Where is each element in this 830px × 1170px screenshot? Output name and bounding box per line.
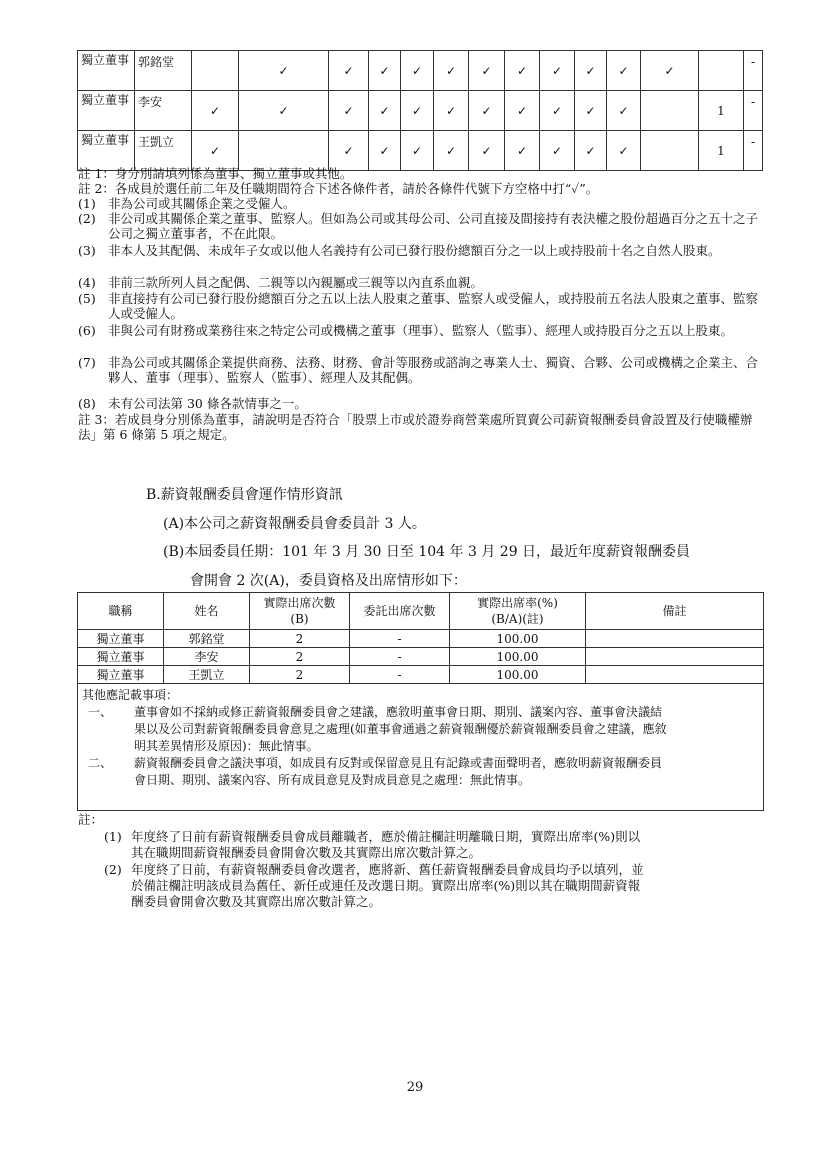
check-cell: ✓ [369,91,401,131]
condition-text: 非本人及其配偶、未成年子女或以他人名義持有公司已發行股份總額百分之一以上或持股前十名之自然人股東。 [108,243,721,258]
board-independence-table [77,50,763,171]
concurrent-count: 1 [699,91,744,131]
section-heading: B.薪資報酬委員會運作情形資訊 [146,487,343,503]
check-cell: ✓ [239,51,329,91]
attendance-row [78,648,764,666]
check-cell: ✓ [505,131,540,171]
check-cell: ✓ [434,131,469,171]
condition-mark: (7) [78,355,96,370]
condition-text: 未有公司法第 30 條各款情事之一。 [108,396,307,411]
check-cell: ✓ [192,91,239,131]
check-cell [239,131,329,171]
board-role: 獨立董事 [78,131,135,171]
check-cell: ✓ [575,51,607,91]
attendance-name: 郭銘堂 [164,630,250,648]
attendance-header-row [78,593,764,630]
page-number: 29 [406,1080,424,1095]
other-matter-line: 明其差異情形及原因)：無此情事。 [134,739,319,753]
condition-text: 非為公司或其關係企業之受僱人。 [108,196,296,211]
condition-text: 非前三款所列人員之配偶、二親等以內親屬或三親等以內直系血親。 [108,275,484,290]
attendance-rate: 100.00 [450,648,586,666]
header-name: 姓名 [164,593,250,630]
note-line: 酬委員會開會次數及其實際出席次數計算之。 [131,894,382,909]
attendance-table [77,592,764,811]
other-matters-heading: 其他應記載事項： [82,688,179,702]
check-cell: ✓ [607,51,641,91]
remark-cell: - [744,51,763,91]
header-remark: 備註 [586,593,764,630]
header-actual: 實際出席次數 (B) [250,593,350,630]
check-cell: ✓ [329,131,369,171]
condition-text: 非與公司有財務或業務往來之特定公司或機構之董事（理事）、監察人（監事）、經理人或持股百分之五以上股東。 [108,323,734,338]
board-name: 王凱立 [135,131,192,171]
other-matter-line: 果以及公司對薪資報酬委員會意見之處理(如董事會通過之薪資報酬優於薪資報酬委員會之建議，應敘 [134,722,667,736]
section-a-text: (A)本公司之薪資報酬委員會委員計 3 人。 [163,516,426,532]
other-matter-line: 薪資報酬委員會之議決事項，如成員有反對或保留意見且有記錄或書面聲明者，應敘明薪資報酬委員 [134,756,663,770]
note-2: 註 2：各成員於選任前二年及任職期間符合下述各條件者，請於各條件代號下方空格中打“✓”。 [78,181,599,196]
other-matters-cell [78,684,764,811]
board-name: 李安 [135,91,192,131]
attendance-title: 獨立董事 [78,630,164,648]
check-cell: ✓ [575,131,607,171]
condition-mark: (2) [78,211,96,226]
section-b-text-line2: 會開會 2 次(A)，委員資格及出席情形如下： [190,573,467,589]
note-mark: (1) [104,829,122,844]
note-line: 其在職期間薪資報酬委員會開會次數及其實際出席次數計算之。 [131,845,482,860]
notes-heading: 註： [78,812,104,827]
condition-text: 非直接持有公司已發行股份總額百分之五以上法人股東之董事、監察人或受僱人，或持股前五名法人股東之董事、監察人或受僱人。 [108,291,759,321]
attendance-proxy: - [350,666,450,684]
check-cell [192,51,239,91]
check-cell: ✓ [540,131,575,171]
board-role: 獨立董事 [78,51,135,91]
note-1: 註 1：身分別請填列係為董事、獨立董事或其他。 [78,166,353,181]
attendance-name: 王凱立 [164,666,250,684]
condition-mark: (1) [78,196,96,211]
attendance-rate: 100.00 [450,666,586,684]
check-cell: ✓ [505,51,540,91]
check-cell: ✓ [239,91,329,131]
board-role: 獨立董事 [78,91,135,131]
note-3: 註 3：若成員身分別係為董事，請說明是否符合「股票上市或於證券商營業處所買賣公司薪資報酬委員會設置及行使職權辦法」第 6 條第 5 項之規定。 [78,412,753,442]
condition-text: 非公司或其關係企業之董事、監察人。但如為公司或其母公司、公司直接及間接持有表決權之股份超過百分之五十之子公司之獨立董事者，不在此限。 [108,211,759,241]
check-cell: ✓ [575,91,607,131]
attendance-actual: 2 [250,666,350,684]
note-line: 於備註欄註明該成員為舊任、新任或連任及改選日期。實際出席率(%)則以其在職期間薪資報 [131,878,641,893]
check-cell: ✓ [469,91,505,131]
concurrent-count [699,51,744,91]
check-cell: ✓ [192,131,239,171]
attendance-actual: 2 [250,630,350,648]
other-matter-item [82,704,759,755]
check-cell: ✓ [505,91,540,131]
attendance-name: 李安 [164,648,250,666]
condition-mark: (8) [78,396,96,411]
section-b-text-line1: (B)本屆委員任期：101 年 3 月 30 日至 104 年 3 月 29 日，最近年度薪資報酬委員 [163,544,691,560]
attendance-title: 獨立董事 [78,666,164,684]
condition-mark: (3) [78,243,96,258]
attendance-actual: 2 [250,648,350,666]
attendance-proxy: - [350,630,450,648]
header-title: 職稱 [78,593,164,630]
attendance-title: 獨立董事 [78,648,164,666]
check-cell: ✓ [401,131,434,171]
note-mark: (2) [104,862,122,877]
check-cell: ✓ [329,51,369,91]
other-matter-item [82,755,759,789]
board-row [78,91,763,131]
attendance-remark [586,630,764,648]
condition-mark: (5) [78,291,96,306]
header-rate: 實際出席率(%) (B/A)(註) [450,593,586,630]
condition-mark: (4) [78,275,96,290]
attendance-row [78,666,764,684]
check-cell: ✓ [540,91,575,131]
check-cell: ✓ [641,51,699,91]
check-cell: ✓ [469,131,505,171]
header-proxy: 委託出席次數 [350,593,450,630]
note-line: 年度終了日前，有薪資報酬委員會改選者，應將新、舊任薪資報酬委員會成員均予以填列，並 [131,862,644,877]
attendance-rate: 100.00 [450,630,586,648]
other-matters-row [78,684,764,811]
board-row [78,131,763,171]
check-cell: ✓ [607,131,641,171]
condition-text: 非為公司或其關係企業提供商務、法務、財務、會計等服務或諮詢之專業人士、獨資、合夥、公司或機構之企業主、合夥人、董事（理事）、監察人（監事）、經理人及其配偶。 [108,355,759,385]
remark-cell: - [744,131,763,171]
board-row [78,51,763,91]
check-cell: ✓ [369,131,401,171]
condition-mark: (6) [78,323,96,338]
other-matter-line: 董事會如不採納或修正薪資報酬委員會之建議，應敘明董事會日期、期別、議案內容、董事會決議結 [134,705,663,719]
attendance-remark [586,666,764,684]
note-line: 年度終了日前有薪資報酬委員會成員離職者，應於備註欄註明離職日期，實際出席率(%)則以 [131,829,641,844]
check-cell [641,91,699,131]
attendance-row [78,630,764,648]
attendance-proxy: - [350,648,450,666]
other-matter-line: 會日期、期別、議案內容、所有成員意見及對成員意見之處理：無此情事。 [134,773,531,787]
check-cell: ✓ [540,51,575,91]
check-cell: ✓ [401,91,434,131]
board-name: 郭銘堂 [135,51,192,91]
other-matter-mark: 二、 [88,756,113,770]
other-matter-mark: 一、 [88,705,113,719]
check-cell: ✓ [434,51,469,91]
check-cell: ✓ [401,51,434,91]
attendance-remark [586,648,764,666]
check-cell: ✓ [369,51,401,91]
check-cell: ✓ [469,51,505,91]
check-cell: ✓ [329,91,369,131]
check-cell [641,131,699,171]
concurrent-count: 1 [699,131,744,171]
remark-cell: - [744,91,763,131]
check-cell: ✓ [607,91,641,131]
check-cell: ✓ [434,91,469,131]
